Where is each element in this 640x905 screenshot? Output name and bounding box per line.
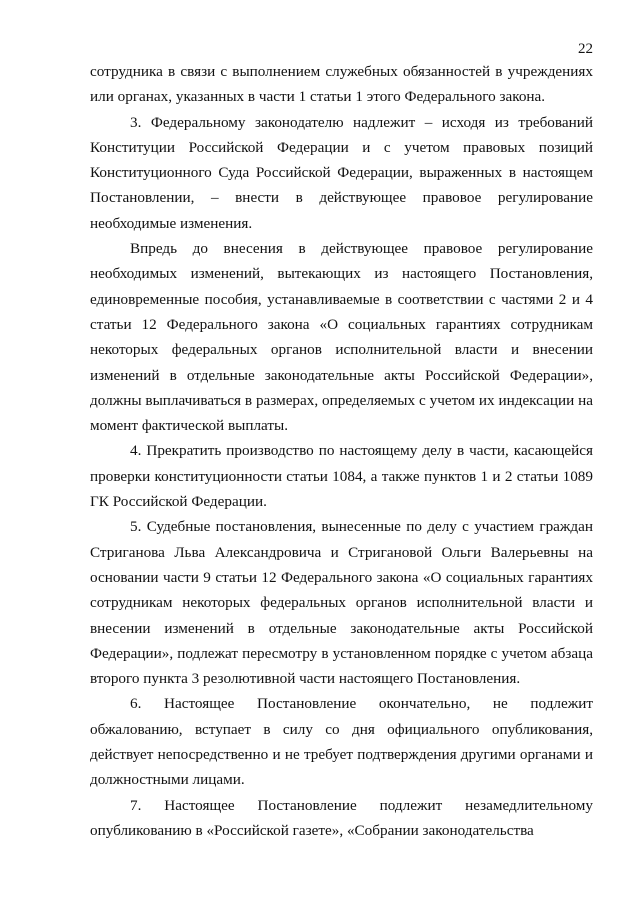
paragraph-item-7: 7. Настоящее Постановление подлежит незамедлительному опубликованию в «Российской газете», «Собрании законодательства [90,796,593,839]
paragraph-item-3: 3. Федеральному законодателю надлежит – исходя из требований Конституции Российской Федерации и с учетом правовых позиций Конституционного Суда Российской Федерации, выраженных в настоящем Постановлении, – внести в действующее правовое регулирование необходимые изменения. [90,113,593,232]
paragraph-item-4: 4. Прекратить производство по настоящему делу в части, касающейся проверки конституционности статьи 1084, а также пунктов 1 и 2 статьи 1089 ГК Российской Федерации. [90,442,593,511]
body-text [90,59,593,843]
paragraph-item-5: 5. Судебные постановления, вынесенные по делу с участием граждан Стриганова Льва Александровича и Стригановой Ольги Валерьевны на основании части 9 статьи 12 Федерального закона «О социальных гарантиях сотрудникам некоторых федеральных органов исполнительной власти и внесении изменений в отдельные законодательные акты Российской Федерации», подлежат пересмотру в установленном порядке с учетом абзаца второго пункта 3 резолютивной части настоящего Постановления. [90,518,593,688]
page-number: 22 [578,41,593,57]
paragraph-item-6: 6. Настоящее Постановление окончательно, не подлежит обжалованию, вступает в силу со дня официального опубликования, действует непосредственно и не требует подтверждения другими органами и должностными лицами. [90,695,593,789]
paragraph-continuation: сотрудника в связи с выполнением служебных обязанностей в учреждениях или органах, указанных в части 1 статьи 1 этого Федерального закона. [90,63,593,106]
paragraph-interim-payments: Впредь до внесения в действующее правовое регулирование необходимых изменений, вытекающих из настоящего Постановления, единовременные пособия, устанавливаемые в соответствии с частями 2 и 4 статьи 12 Федерального закона «О социальных гарантиях сотрудникам некоторых федеральных органов исполнительной власти и внесении изменений в отдельные законодательные акты Российской Федерации», должны выплачиваться в размерах, определяемых с учетом их индексации на момент фактической выплаты. [90,240,593,435]
